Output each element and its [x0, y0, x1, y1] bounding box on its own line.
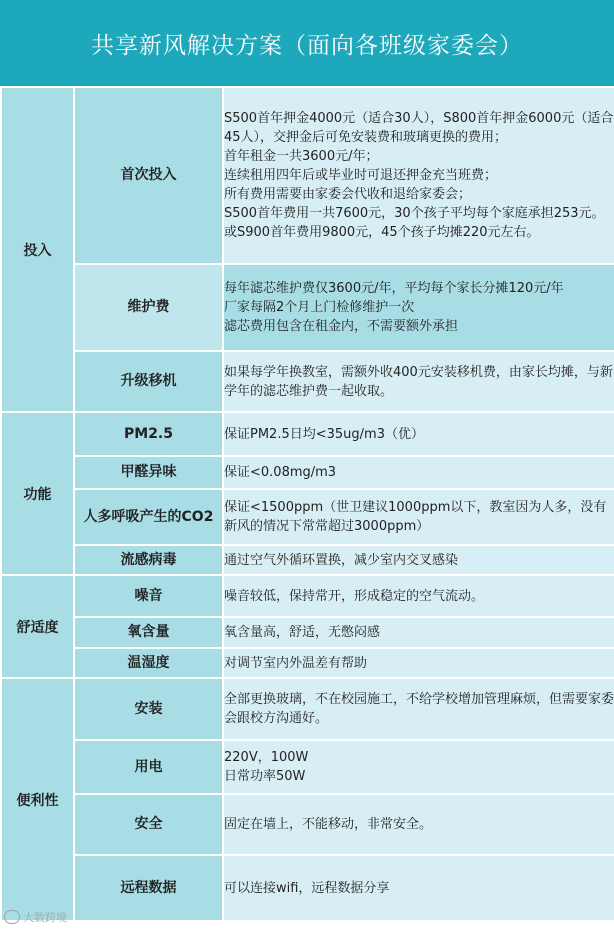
- description-line: 如果每学年换教室，需额外收400元安装移机费，由家长均摊，与新学年的滤芯维护费一起收取。: [224, 364, 613, 399]
- item-label: 用电: [74, 740, 223, 794]
- table-row: [1, 351, 614, 412]
- item-description: [223, 648, 614, 678]
- table-row: [1, 794, 614, 855]
- description-line: 全部更换玻璃，不在校园施工，不给学校增加管理麻烦，但需要家委会跟校方沟通好。: [224, 692, 614, 726]
- solution-table: [0, 86, 614, 922]
- watermark-logo-icon: [4, 910, 20, 924]
- item-description: [223, 678, 614, 740]
- item-label: PM2.5: [74, 412, 223, 456]
- table-row: [1, 489, 614, 545]
- item-description: [223, 794, 614, 855]
- item-label: 温湿度: [74, 648, 223, 678]
- table-row: [1, 855, 614, 921]
- table-row: [1, 264, 614, 351]
- description-line: S500首年押金4000元（适合30人），S800首年押金6000元（适合45人），交押金后可免安装费和玻璃更换的费用；: [224, 111, 614, 145]
- table-row: [1, 678, 614, 740]
- watermark: [4, 909, 67, 925]
- item-label: 首次投入: [74, 87, 223, 264]
- table-row: [1, 648, 614, 678]
- item-description: [223, 575, 614, 617]
- item-label: 安装: [74, 678, 223, 740]
- table-row: [1, 412, 614, 456]
- item-label: 人多呼吸产生的CO2: [74, 489, 223, 545]
- category-cell: 便利性: [1, 678, 74, 921]
- description-line: 220V，100W: [224, 750, 309, 765]
- description-line: 噪音较低，保持常开，形成稳定的空气流动。: [224, 588, 485, 604]
- description-line: 每年滤芯维护费仅3600元/年，平均每个家长分摊120元/年: [224, 281, 564, 296]
- watermark-text: 大数跨境: [23, 911, 67, 924]
- description-line: 所有费用需要由家委会代收和退给家委会；: [224, 187, 472, 202]
- item-label: 噪音: [74, 575, 223, 617]
- description-line: 首年租金一共3600元/年；: [224, 149, 379, 164]
- description-line: 滤芯费用包含在租金内，不需要额外承担: [224, 319, 459, 334]
- description-line: 对调节室内外温差有帮助: [224, 655, 368, 671]
- description-line: 可以连接wifi，远程数据分享: [224, 880, 390, 896]
- item-label: 维护费: [74, 264, 223, 351]
- item-label: 升级移机: [74, 351, 223, 412]
- table-row: [1, 575, 614, 617]
- item-label: 甲醛异味: [74, 456, 223, 489]
- description-line: 连续租用四年后或毕业时可退还押金充当班费；: [224, 168, 498, 183]
- item-label: 远程数据: [74, 855, 223, 921]
- item-description: [223, 87, 614, 264]
- description-line: 保证<1500ppm（世卫建议1000ppm以下，教室因为人多，没有新风的情况下常常超过3000ppm）: [224, 500, 607, 534]
- item-label: 流感病毒: [74, 545, 223, 575]
- description-line: 氧含量高，舒适，无憋闷感: [224, 625, 381, 640]
- item-label: 安全: [74, 794, 223, 855]
- item-description: [223, 264, 614, 351]
- description-line: 保证PM2.5日均<35ug/m3（优）: [224, 426, 424, 442]
- category-cell: 投入: [1, 87, 74, 412]
- category-cell: 功能: [1, 412, 74, 575]
- description-line: 日常功率50W: [224, 769, 306, 784]
- table-row: [1, 617, 614, 648]
- item-description: [223, 412, 614, 456]
- description-line: 通过空气外循环置换，减少室内交叉感染: [224, 552, 459, 568]
- table-row: [1, 545, 614, 575]
- item-description: [223, 351, 614, 412]
- item-description: [223, 545, 614, 575]
- item-description: [223, 489, 614, 545]
- item-description: [223, 617, 614, 648]
- table-row: [1, 87, 614, 264]
- table-row: [1, 740, 614, 794]
- table-row: [1, 456, 614, 489]
- description-line: 固定在墙上，不能移动，非常安全。: [224, 817, 433, 832]
- item-label: 氧含量: [74, 617, 223, 648]
- description-line: 保证<0.08mg/m3: [224, 465, 337, 480]
- description-line: 厂家每隔2个月上门检修维护一次: [224, 300, 415, 315]
- item-description: [223, 855, 614, 921]
- description-line: S500首年费用一共7600元，30个孩子平均每个家庭承担253元。或S900首年费用9800元，45个孩子均摊220元左右。: [224, 206, 605, 240]
- item-description: [223, 740, 614, 794]
- category-cell: 舒适度: [1, 575, 74, 678]
- item-description: [223, 456, 614, 489]
- page-title: 共享新风解决方案（面向各班级家委会）: [0, 0, 614, 86]
